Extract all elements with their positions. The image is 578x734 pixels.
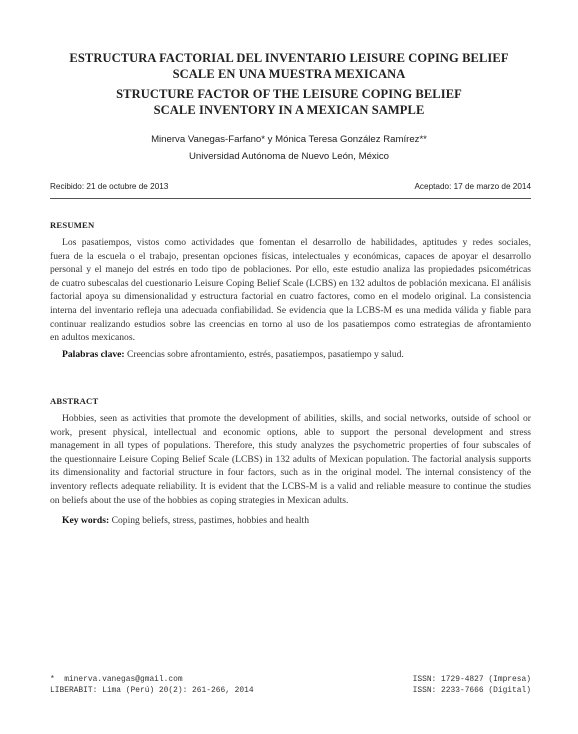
abstract-line: on beliefs about the use of the hobbies as coping strategies in Mexican adults. [50, 494, 349, 506]
keywords-text: Creencias sobre afrontamiento, estrés, pasatiempos, pasatiempo y salud. [127, 349, 404, 360]
abstract-body [50, 412, 531, 507]
title-line: STRUCTURE FACTOR OF THE LEISURE COPING BELIEF [116, 87, 462, 101]
received-date: Recibido: 21 de octubre de 2013 [50, 182, 169, 191]
accepted-date: Aceptado: 17 de marzo de 2014 [414, 182, 531, 191]
spanish-title [40, 50, 538, 82]
journal-citation: LIBERABIT: Lima (Perú) 20(2): 261-266, 2014 [50, 686, 254, 695]
abstract-heading: ABSTRACT [50, 396, 99, 406]
author-block [40, 131, 538, 165]
title-line: SCALE EN UNA MUESTRA MEXICANA [172, 67, 406, 81]
footer-left [50, 674, 254, 696]
footer-right [413, 674, 531, 696]
keywords-label: Key words: [62, 515, 110, 526]
abstract-line: Hobbies, seen as activities that promote the development of abilities, skills, and social networks, outside of school or [62, 413, 531, 424]
keywords-text: Coping beliefs, stress, pastimes, hobbies and health [111, 515, 310, 526]
title-line: SCALE INVENTORY IN A MEXICAN SAMPLE [153, 103, 425, 117]
abstract-line: inventory reflects adequate reliability. It is evident that the LCBS-M is a valid and reliable measure to continue the studies [50, 480, 531, 492]
resumen-line: continuar realizando estudios sobre las creencias en torno al uso de los pasatiempos como estrategias de afrontamiento [50, 318, 531, 330]
resumen-line: interna del inventario refleja una adecuada confiabilidad. Se evidencia que la LCBS-M es una medida válida y fiable para [50, 304, 531, 316]
issn-digital: ISSN: 2233-7666 (Digital) [412, 686, 531, 695]
author-affiliation: Universidad Autónoma de Nuevo León, México [189, 151, 389, 162]
resumen-line: Los pasatiempos, vistos como actividades que fomentan el desarrollo de habilidades, aptitudes y redes sociales, [62, 237, 531, 248]
author-names: Minerva Vanegas-Farfano* y Mónica Teresa González Ramírez** [151, 134, 427, 145]
resumen-body [50, 236, 531, 345]
abstract-line: management in all types of populations. Therefore, this study analyzes the psychometric properties of four subscales of [50, 440, 531, 452]
resumen-line: fuera de la escuela o el trabajo, presentan opciones físicas, intelectuales y económicas, capaces de apoyar el desarrollo [50, 250, 531, 262]
english-title [40, 86, 538, 118]
abstract-line: the questionnaire Leisure Coping Belief Scale (LCBS) in 132 adults of Mexican population. The factorial analysis supports [50, 453, 531, 465]
resumen-line: personal y el manejo del estrés en todo tipo de poblaciones. Por ello, este estudio analiza las propiedades psicométricas [50, 264, 531, 276]
resumen-line: de cuatro subescalas del cuestionario Leisure Coping Belief Scale (LCBS) en 132 adultos de población mexicana. El análisis [50, 277, 531, 289]
divider [50, 198, 531, 199]
resumen-line: en adultos mexicanos. [50, 332, 135, 344]
author-email: * minerva.vanegas@gmail.com [50, 675, 183, 684]
abstract-line: its dimensionality and factorial structure in four factors, such as in the original model. The internal consistency of the [50, 467, 531, 479]
resumen-line: factorial apoya su dimensionalidad y estructura factorial en cuatro factores, como en el modelo original. La consistencia [50, 291, 531, 303]
resumen-keywords [62, 348, 404, 361]
title-line: ESTRUCTURA FACTORIAL DEL INVENTARIO LEISURE COPING BELIEF [69, 51, 509, 65]
abstract-keywords [62, 514, 309, 527]
keywords-label: Palabras clave: [62, 349, 125, 360]
abstract-line: work, present physical, intellectual and economic options, able to support the personal development and stress [50, 426, 531, 438]
resumen-heading: RESUMEN [50, 220, 95, 230]
issn-print: ISSN: 1729-4827 (Impresa) [412, 675, 531, 684]
date-row [50, 181, 531, 193]
